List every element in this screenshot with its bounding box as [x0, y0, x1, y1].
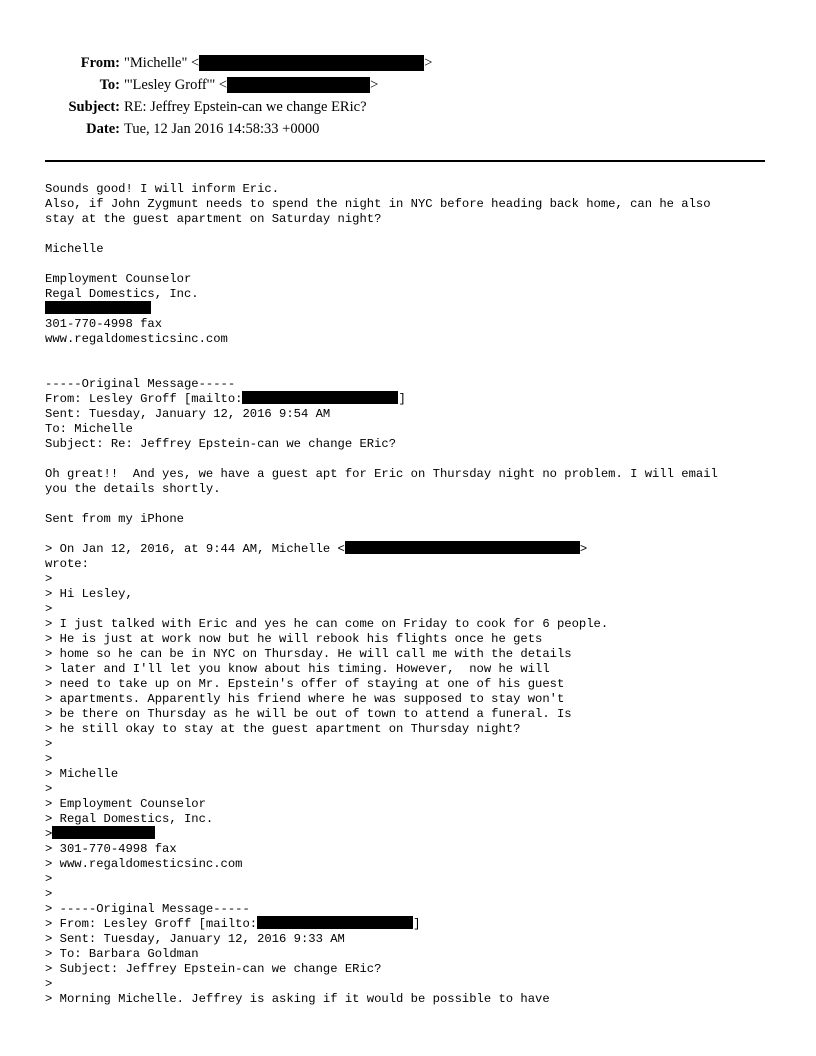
quoted-to-line: To: Michelle	[45, 422, 133, 436]
blank-line	[45, 227, 785, 242]
body-line: wrote:	[45, 557, 89, 571]
subject-value: RE: Jeffrey Epstein-can we change ERic?	[124, 99, 367, 115]
intro-text: > On Jan 12, 2016, at 9:44 AM, Michelle <	[45, 542, 345, 556]
redaction-block	[257, 916, 413, 929]
signature-name: Michelle	[45, 242, 104, 256]
quoted-line: > www.regaldomesticsinc.com	[45, 857, 243, 871]
redacted-line	[45, 302, 785, 317]
intro-end: >	[579, 542, 588, 556]
quoted-line: >	[45, 887, 53, 901]
from-name: "Michelle" <	[124, 55, 200, 71]
header-divider	[45, 160, 765, 162]
from-text: > From: Lesley Groff [mailto:	[45, 917, 258, 931]
blank-line	[45, 257, 785, 272]
from-end: ]	[413, 917, 421, 931]
redaction-block	[45, 301, 151, 314]
body-line: stay at the guest apartment on Saturday night?	[45, 212, 382, 226]
quoted-line: > To: Barbara Goldman	[45, 947, 199, 961]
quoted-line: > Michelle	[45, 767, 119, 781]
body-line: you the details shortly.	[45, 482, 221, 496]
quoted-line: > -----Original Message-----	[45, 902, 250, 916]
signature-fax: 301-770-4998 fax	[45, 317, 163, 331]
body-line: Sounds good! I will inform Eric.	[45, 182, 280, 196]
body-line: Sent from my iPhone	[45, 512, 184, 526]
signature-title: Employment Counselor	[45, 272, 192, 286]
quoted-line: > apartments. Apparently his friend where he was supposed to stay won't	[45, 692, 565, 706]
blank-line	[45, 347, 785, 362]
body-line: Oh great!! And yes, we have a guest apt for Eric on Thursday night no problem. I will email	[45, 467, 718, 481]
quoted-line: > be there on Thursday as he will be out of town to attend a funeral. Is	[45, 707, 572, 721]
quoted-line: > Employment Counselor	[45, 797, 206, 811]
subject-row	[0, 96, 816, 118]
quoted-from-line	[45, 917, 785, 932]
quoted-redacted-line	[45, 827, 785, 842]
quoted-line: >	[45, 602, 53, 616]
to-end: >	[370, 77, 379, 93]
quoted-line: > I just talked with Eric and yes he can come on Friday to cook for 6 people.	[45, 617, 609, 631]
quoted-line: > 301-770-4998 fax	[45, 842, 177, 856]
from-end: ]	[398, 392, 406, 406]
quoted-line: > Regal Domestics, Inc.	[45, 812, 214, 826]
redaction-block	[199, 55, 424, 71]
blank-line	[45, 497, 785, 512]
quote-marker: >	[45, 827, 53, 841]
quoted-line: >	[45, 737, 53, 751]
from-value	[124, 52, 432, 74]
quoted-from-line	[45, 392, 785, 407]
quoted-line: > He is just at work now but he will rebook his flights once he gets	[45, 632, 543, 646]
quoted-line: >	[45, 752, 53, 766]
quoted-line: > he still okay to stay at the guest apartment on Thursday night?	[45, 722, 521, 736]
quoted-line: > Subject: Jeffrey Epstein-can we change ERic?	[45, 962, 382, 976]
blank-line	[45, 362, 785, 377]
quoted-line: > later and I'll let you know about his timing. However, now he will	[45, 662, 550, 676]
quoted-line: >	[45, 572, 53, 586]
redaction-block	[227, 77, 370, 93]
date-row	[0, 118, 816, 140]
from-label: From:	[80, 55, 120, 71]
from-row	[0, 52, 816, 74]
original-message-marker: -----Original Message-----	[45, 377, 236, 391]
quoted-line: > home so he can be in NYC on Thursday. He will call me with the details	[45, 647, 572, 661]
subject-label: Subject:	[68, 99, 120, 115]
quoted-subject-line: Subject: Re: Jeffrey Epstein-can we change ERic?	[45, 437, 397, 451]
blank-line	[45, 527, 785, 542]
quoted-line: > Hi Lesley,	[45, 587, 133, 601]
email-header	[0, 52, 816, 140]
blank-line	[45, 452, 785, 467]
from-text: From: Lesley Groff [mailto:	[45, 392, 243, 406]
signature-company: Regal Domestics, Inc.	[45, 287, 199, 301]
from-end: >	[424, 55, 433, 71]
quoted-line: >	[45, 782, 53, 796]
redaction-block	[345, 541, 580, 554]
body-line: Also, if John Zygmunt needs to spend the night in NYC before heading back home, can he also	[45, 197, 711, 211]
quoted-line: >	[45, 977, 53, 991]
to-row	[0, 74, 816, 96]
to-value	[124, 74, 378, 96]
quoted-sent-line: Sent: Tuesday, January 12, 2016 9:54 AM	[45, 407, 331, 421]
quoted-line: > Morning Michelle. Jeffrey is asking if it would be possible to have	[45, 992, 550, 1006]
quoted-line: > need to take up on Mr. Epstein's offer of staying at one of his guest	[45, 677, 565, 691]
date-label: Date:	[86, 121, 120, 137]
redaction-block	[242, 391, 398, 404]
date-value: Tue, 12 Jan 2016 14:58:33 +0000	[124, 121, 320, 137]
to-label: To:	[99, 77, 120, 93]
quoted-line: >	[45, 872, 53, 886]
to-name: "'Lesley Groff'" <	[124, 77, 228, 93]
email-body	[45, 182, 785, 1007]
quoted-intro-line	[45, 542, 785, 557]
signature-website: www.regaldomesticsinc.com	[45, 332, 228, 346]
quoted-line: > Sent: Tuesday, January 12, 2016 9:33 AM	[45, 932, 345, 946]
redaction-block	[52, 826, 155, 839]
